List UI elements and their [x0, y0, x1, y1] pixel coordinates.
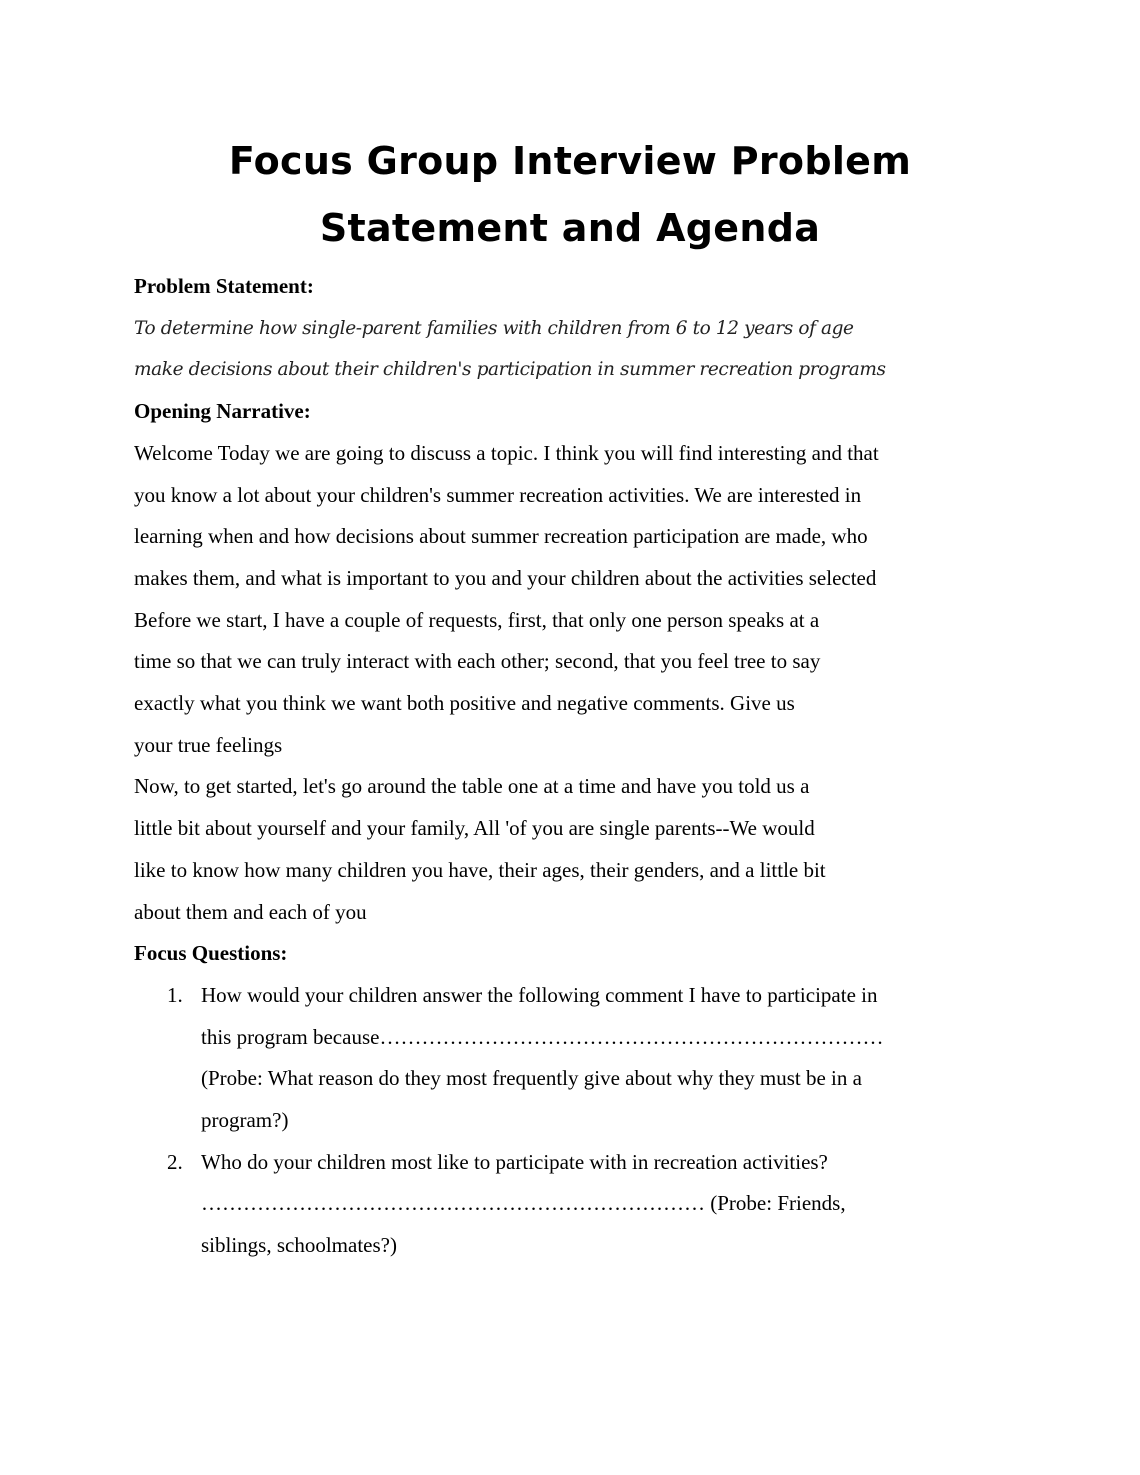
problem-statement-line: To determine how single-parent families with children from 6 to 12 years of age — [134, 317, 854, 339]
narrative-line: like to know how many children you have, their ages, their genders, and a little bit — [134, 857, 826, 882]
narrative-line: about them and each of you — [134, 899, 367, 924]
narrative-line: learning when and how decisions about summer recreation participation are made, who — [134, 524, 868, 549]
narrative-line: Before we start, I have a couple of requests, first, that only one person speaks at a — [134, 607, 820, 632]
narrative-line: you know a lot about your children's summer recreation activities. We are interested in — [134, 482, 862, 507]
narrative-line: Welcome Today we are going to discuss a topic. I think you will find interesting and that — [134, 440, 879, 465]
question-line: (Probe: What reason do they most frequently give about why they must be in a — [201, 1066, 862, 1091]
narrative-line: exactly what you think we want both positive and negative comments. Give us — [134, 691, 795, 716]
narrative-line: makes them, and what is important to you and your children about the activities selected — [134, 565, 877, 590]
narrative-line: Now, to get started, let's go around the table one at a time and have you told us a — [134, 774, 810, 799]
focus-question-item — [134, 975, 1014, 1142]
opening-narrative-section — [134, 391, 1014, 933]
question-line: How would your children answer the following comment I have to participate in — [201, 982, 878, 1007]
narrative-line: time so that we can truly interact with each other; second, that you feel tree to say — [134, 649, 821, 674]
question-line: this program because……………………………………………………………… — [201, 1024, 884, 1049]
document-body — [134, 266, 1014, 1267]
focus-question-item — [134, 1142, 1014, 1267]
document-title — [0, 128, 1140, 262]
opening-narrative-heading: Opening Narrative: — [134, 399, 311, 424]
focus-questions-section — [134, 933, 1014, 1267]
question-line: Who do your children most like to participate with in recreation activities? — [201, 1149, 828, 1174]
narrative-line: your true feelings — [134, 732, 283, 757]
narrative-line: little bit about yourself and your family, All 'of you are single parents--We would — [134, 816, 815, 841]
question-line: siblings, schoolmates?) — [201, 1233, 397, 1258]
title-line: Statement and Agenda — [319, 206, 821, 250]
title-line: Focus Group Interview Problem — [228, 139, 912, 183]
list-number: 2. — [167, 1149, 183, 1174]
problem-statement-section — [134, 266, 1014, 391]
question-line: ……………………………………………………………… (Probe: Friends, — [201, 1191, 846, 1216]
focus-questions-heading: Focus Questions: — [134, 941, 288, 966]
question-line: program?) — [201, 1108, 289, 1133]
list-number: 1. — [167, 982, 183, 1007]
problem-statement-line: make decisions about their children's participation in summer recreation programs — [134, 359, 886, 381]
problem-statement-heading: Problem Statement: — [134, 274, 314, 298]
